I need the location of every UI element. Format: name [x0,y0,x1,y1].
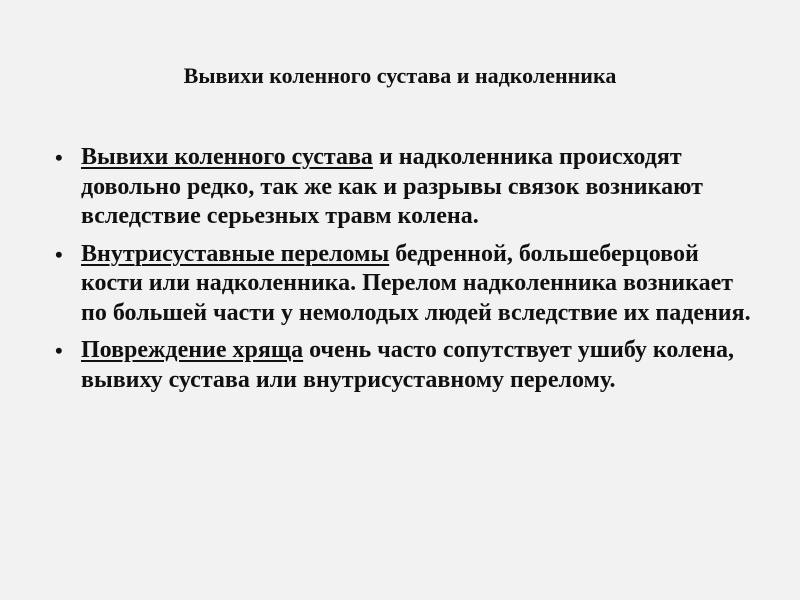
bullet-icon: • [55,241,63,267]
bullet-term: Вывихи коленного сустава [81,144,373,170]
bullet-icon: • [55,338,63,363]
bullet-term: Повреждение хряща [81,337,304,363]
bullet-text: и надколенника происходят довольно редко, так же как и разрывы связок возникают вследствие серьезных травм колена. [81,144,703,229]
bullet-item [55,336,755,395]
bullet-list [55,143,755,403]
slide-title: Вывихи коленного сустава и надколенника [183,63,617,88]
bullet-item [55,240,755,329]
bullet-text: бедренной, большеберцовой кости или надколенника. Перелом надколенника возникает по большей части у немолодых людей вследствие их падения. [81,240,751,326]
bullet-item [55,143,755,232]
bullet-icon: • [55,145,63,170]
bullet-text: очень часто сопутствует ушибу колена, вывиху сустава или внутрисуставному перелому. [81,337,735,393]
bullet-term: Внутрисуставные переломы [81,240,390,267]
